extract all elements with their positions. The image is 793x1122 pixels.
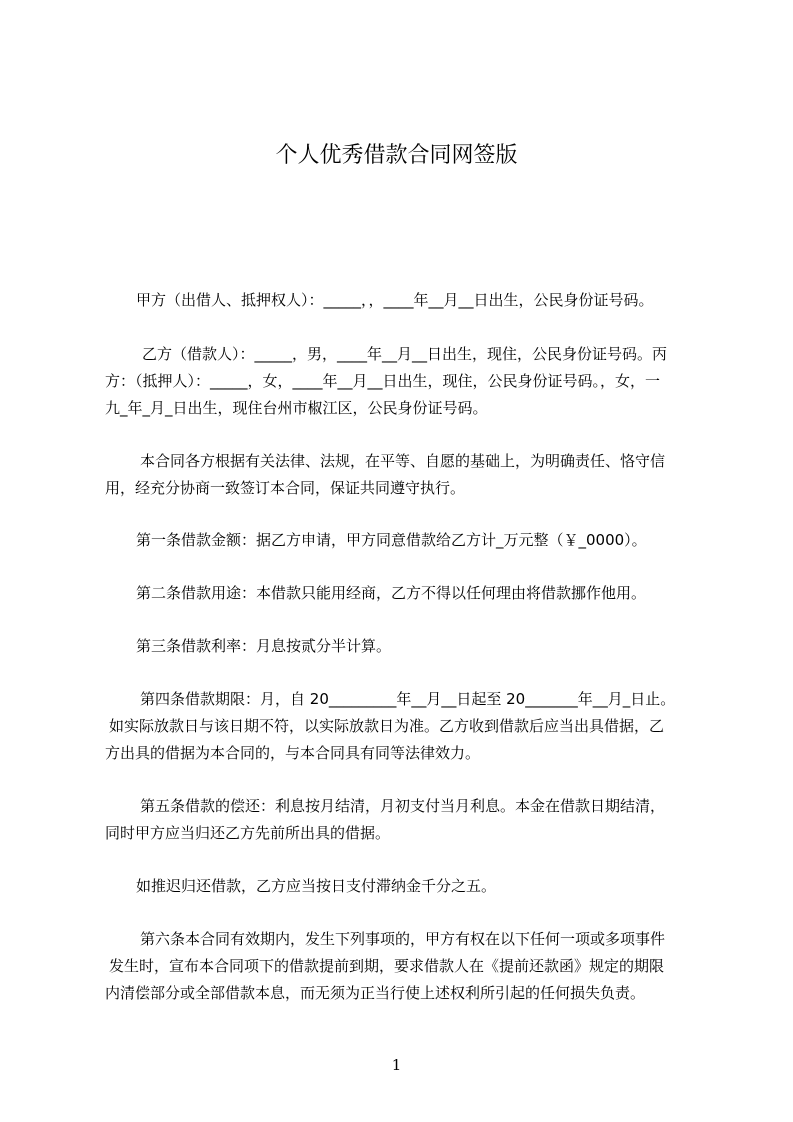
paragraph-party-b-c-line-3: 九_年_月_日出生，现住台州市椒江区，公民身份证号码。 <box>105 399 488 417</box>
paragraph-late-fee-line-1: 如推迟归还借款，乙方应当按日支付滞纳金千分之五。 <box>136 877 497 895</box>
paragraph-article-4-line-2: 如实际放款日与该日期不符，以实际放款日为准。乙方收到借款后应当出具借据，乙 <box>109 717 665 735</box>
page-number: 1 <box>391 1056 402 1074</box>
paragraph-article-6-line-2: 发生时，宣布本合同项下的借款提前到期，要求借款人在《提前还款函》规定的期限 <box>109 957 665 975</box>
paragraph-article-4-line-1: 第四条借款期限：月，自 20_________年__月__日起至 20_______年__月_日止。 <box>140 690 676 708</box>
paragraph-party-b-c-line-1: 乙方（借款人）：_____，男，____年__月__日出生，现住，公民身份证号码。丙 <box>142 345 668 363</box>
document-title: 个人优秀借款合同网签版 <box>275 143 518 168</box>
paragraph-party-a-line-1: 甲方（出借人、抵押权人）：_____，，____年__月__日出生，公民身份证号码。 <box>136 291 654 309</box>
paragraph-party-b-c-line-2: 方：（抵押人）：_____，女，____年__月__日出生，现住，公民身份证号码。，女，一 <box>105 372 661 390</box>
paragraph-preamble-line-2: 用，经充分协商一致签订本合同，保证共同遵守执行。 <box>105 479 466 497</box>
paragraph-article-5-line-2: 同时甲方应当归还乙方先前所出具的借据。 <box>105 824 391 842</box>
paragraph-article-2-line-1: 第二条借款用途：本借款只能用经商，乙方不得以任何理由将借款挪作他用。 <box>136 584 647 602</box>
paragraph-article-6-line-1: 第六条本合同有效期内，发生下列事项的，甲方有权在以下任何一项或多项事件 <box>140 930 666 948</box>
paragraph-article-3-line-1: 第三条借款利率：月息按贰分半计算。 <box>136 637 392 655</box>
paragraph-article-5-line-1: 第五条借款的偿还：利息按月结清，月初支付当月利息。本金在借款日期结清， <box>140 797 666 815</box>
paragraph-article-1-line-1: 第一条借款金额：据乙方申请，甲方同意借款给乙方计_万元整（￥_0000）。 <box>136 531 647 549</box>
paragraph-article-4-line-3: 方出具的借据为本合同的，与本合同具有同等法律效力。 <box>105 744 481 762</box>
paragraph-preamble-line-1: 本合同各方根据有关法律、法规，在平等、自愿的基础上，为明确责任、恪守信 <box>140 452 666 470</box>
paragraph-article-6-line-3: 内清偿部分或全部借款本息，而无须为正当行使上述权利所引起的任何损失负责。 <box>105 984 646 1002</box>
